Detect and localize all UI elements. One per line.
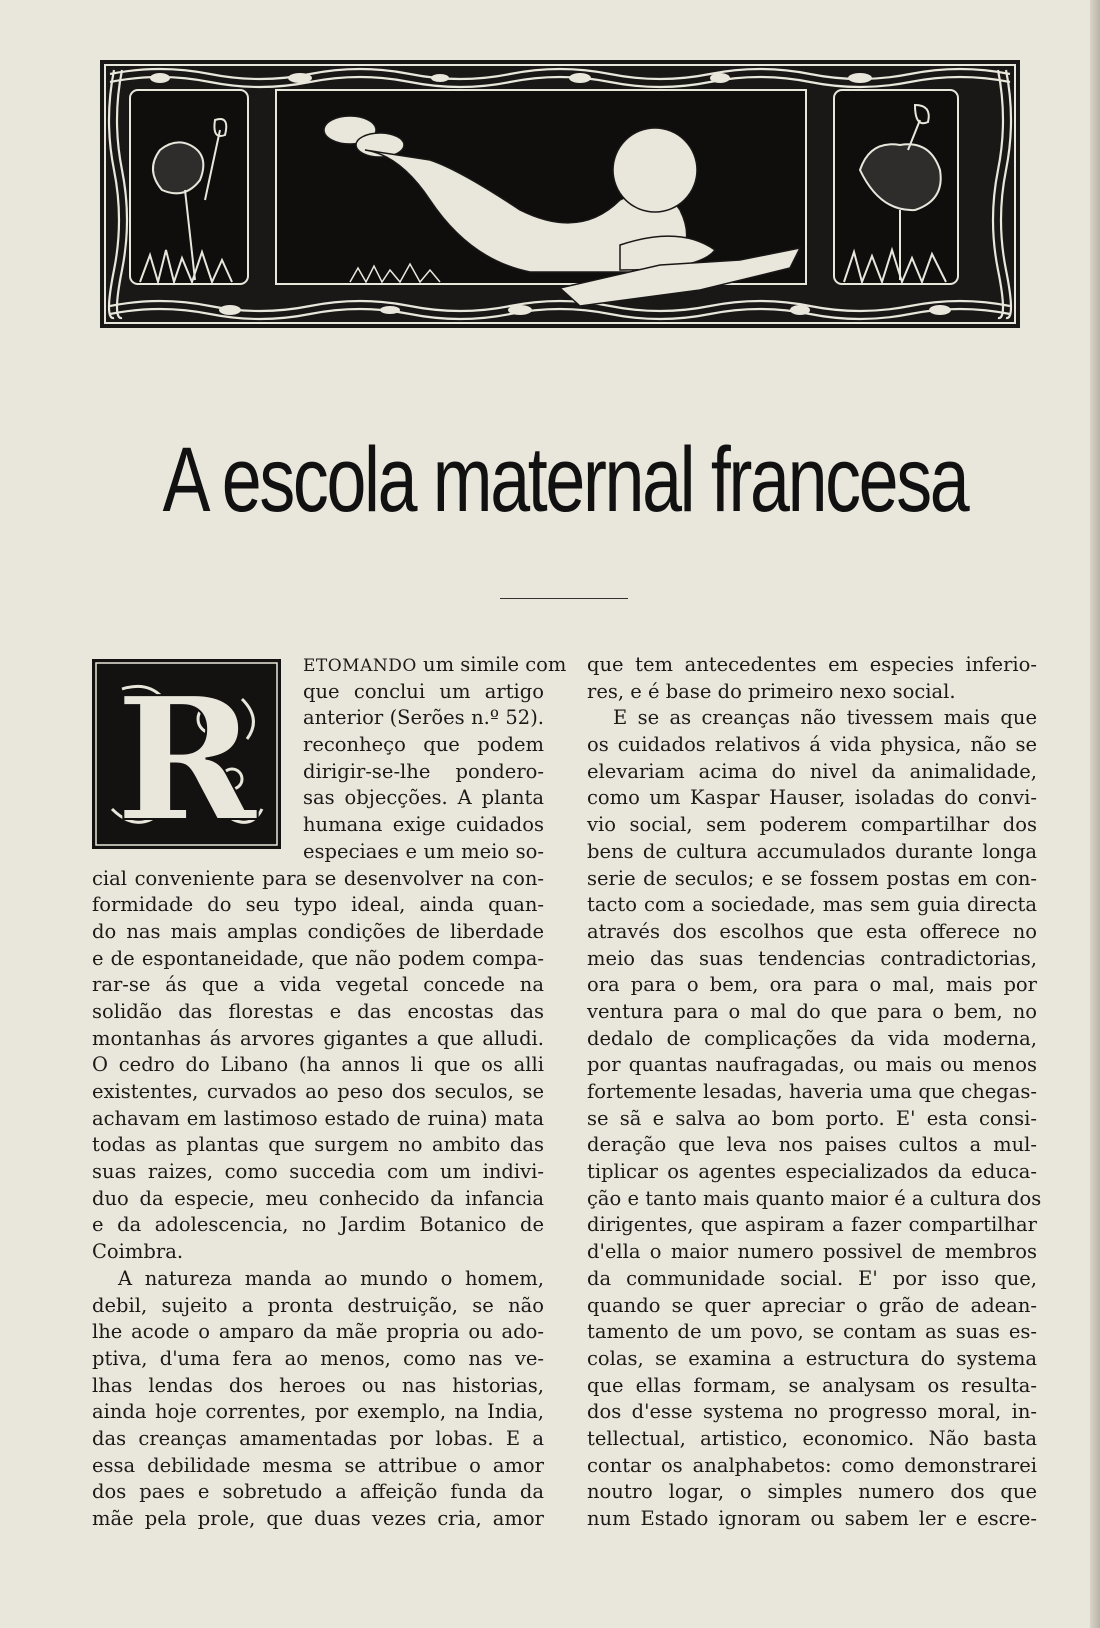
text-line: lhe acode o amparo da mãe propria ou ado- [92,1320,544,1344]
text-line: dirigentes, que aspiram a fazer compartilhar [587,1213,1037,1237]
text-line: os cuidados relativos á vida physica, não se [587,733,1037,757]
text-line: debil, sujeito a pronta destruição, se não [92,1293,544,1317]
text-line: contar os analphabetos: como demonstrarei [587,1453,1037,1477]
page-edge [1090,0,1100,1628]
text-line: lhas lendas dos heroes ou nas historias, [92,1373,544,1397]
text-line: formidade do seu typo ideal, ainda quan- [92,893,544,917]
text-line: do nas mais amplas condições de liberdade [92,919,544,943]
text-line: todas as plantas que surgem no ambito das [92,1133,544,1157]
opening-rest: um simile com [416,653,567,676]
text-line: que conclui um artigo [303,679,544,703]
text-line: que ellas formam, se analysam os resulta- [587,1373,1037,1397]
right-column [587,652,1042,1533]
decorative-banner [100,60,1020,328]
text-line: cial conveniente para se desenvolver na con- [92,866,544,890]
text-line: reconheço que podem [303,733,544,757]
text-line: montanhas ás arvores gigantes a que alludi. [92,1026,544,1050]
text-line: por quantas naufragadas, ou mais ou menos [587,1053,1037,1077]
text-line: mãe pela prole, que duas vezes cria, amor [92,1507,544,1530]
text-line: tacto com a sociedade, mas sem guia directa [587,893,1037,917]
text-line: elevariam acima do nivel da animalidade, [587,759,1037,783]
text-line: fortemente lesadas, haveria uma que chegas- [587,1080,1037,1103]
text-line: vio social, sem poderem compartilhar dos [587,813,1037,837]
text-line: d'ella o maior numero possivel de membros [587,1240,1037,1264]
text-line: quando se quer apreciar o grão de adean- [587,1293,1037,1317]
text-line: humana exige cuidados [303,813,544,837]
text-line: dos paes e sobretudo a affeição funda da [92,1480,544,1504]
text-line: e de espontaneidade, que não podem compa- [92,946,544,970]
text-line: Coimbra. [92,1240,184,1264]
opening-smallcaps: ETOMANDO [303,656,417,676]
text-line: das creanças amamentadas por lobas. E a [92,1426,544,1450]
article-title: A escola maternal francesa [162,429,968,531]
text-line: ainda hoje correntes, por exemplo, na India, [92,1400,544,1424]
text-line: O cedro do Libano (ha annos li que os alli [92,1053,544,1077]
text-line: se sã e salva ao bom porto. E' esta consi- [587,1106,1037,1130]
left-column [92,652,567,1533]
text-line: dos d'esse systema no progresso moral, in- [587,1400,1037,1424]
dropcap-letter: R [115,660,257,860]
text-line: especiaes e um meio so- [303,839,544,863]
text-line: através dos escolhos que esta offerece no [587,919,1037,943]
text-line: tellectual, artistico, economico. Não basta [587,1426,1037,1450]
text-line: e da adolescencia, no Jardim Botanico de [92,1213,544,1237]
text-line: meio das suas tendencias contradictorias, [587,946,1037,970]
text-line: deração que leva nos paises cultos a mul- [587,1133,1037,1157]
text-line: rar-se ás que a vida vegetal concede na [92,973,544,997]
text-line: tiplicar os agentes especializados da educa- [587,1160,1037,1184]
text-line: duo da especie, meu conhecido da infancia [92,1186,544,1210]
text-line: sas objecções. A planta [303,786,544,810]
text-line: ptiva, d'uma fera ao menos, como nas ve- [92,1346,544,1370]
text-line: ção e tanto mais quanto maior é a cultura dos [587,1186,1042,1210]
text-line: ventura para o mal do que para o bem, no [587,999,1037,1023]
text-line: anterior (Serões n.º 52). [303,706,544,730]
text-line: dedalo de complicações da vida moderna, [587,1026,1037,1050]
text-line: suas raizes, como succedia com um indivi- [92,1160,544,1184]
text-line [92,652,567,679]
text-line: achavam em lastimoso estado de ruina) mata [92,1106,544,1130]
text-line: E se as creanças não tivessem mais que [613,706,1037,730]
text-line: colas, se examina a estructura do systema [587,1346,1037,1370]
text-line: que tem antecedentes em especies inferio- [587,653,1037,676]
text-line: existentes, curvados ao peso dos seculos, se [92,1080,544,1103]
text-line: tamento de um povo, se contam as suas es- [587,1320,1037,1344]
text-line: bens de cultura accumulados durante longa [587,839,1037,863]
text-line: solidão das florestas e das encostas das [92,999,544,1023]
text-line: dirigir-se-lhe pondero- [303,759,544,783]
text-line: noutro logar, o simples numero dos que [587,1480,1037,1504]
text-line: essa debilidade mesma se attribue o amor [92,1453,544,1477]
text-line: serie de seculos; e se fossem postas em con- [587,866,1037,890]
title-divider [500,598,628,599]
text-line: num Estado ignoram ou sabem ler e escre- [587,1507,1037,1530]
text-line: A natureza manda ao mundo o homem, [118,1266,544,1290]
text-line: da communidade social. E' por isso que, [587,1266,1037,1290]
text-line: ora para o bem, ora para o mal, mais por [587,973,1037,997]
text-line: res, e é base do primeiro nexo social. [587,679,956,703]
text-line: como um Kaspar Hauser, isoladas do convi- [587,786,1037,810]
